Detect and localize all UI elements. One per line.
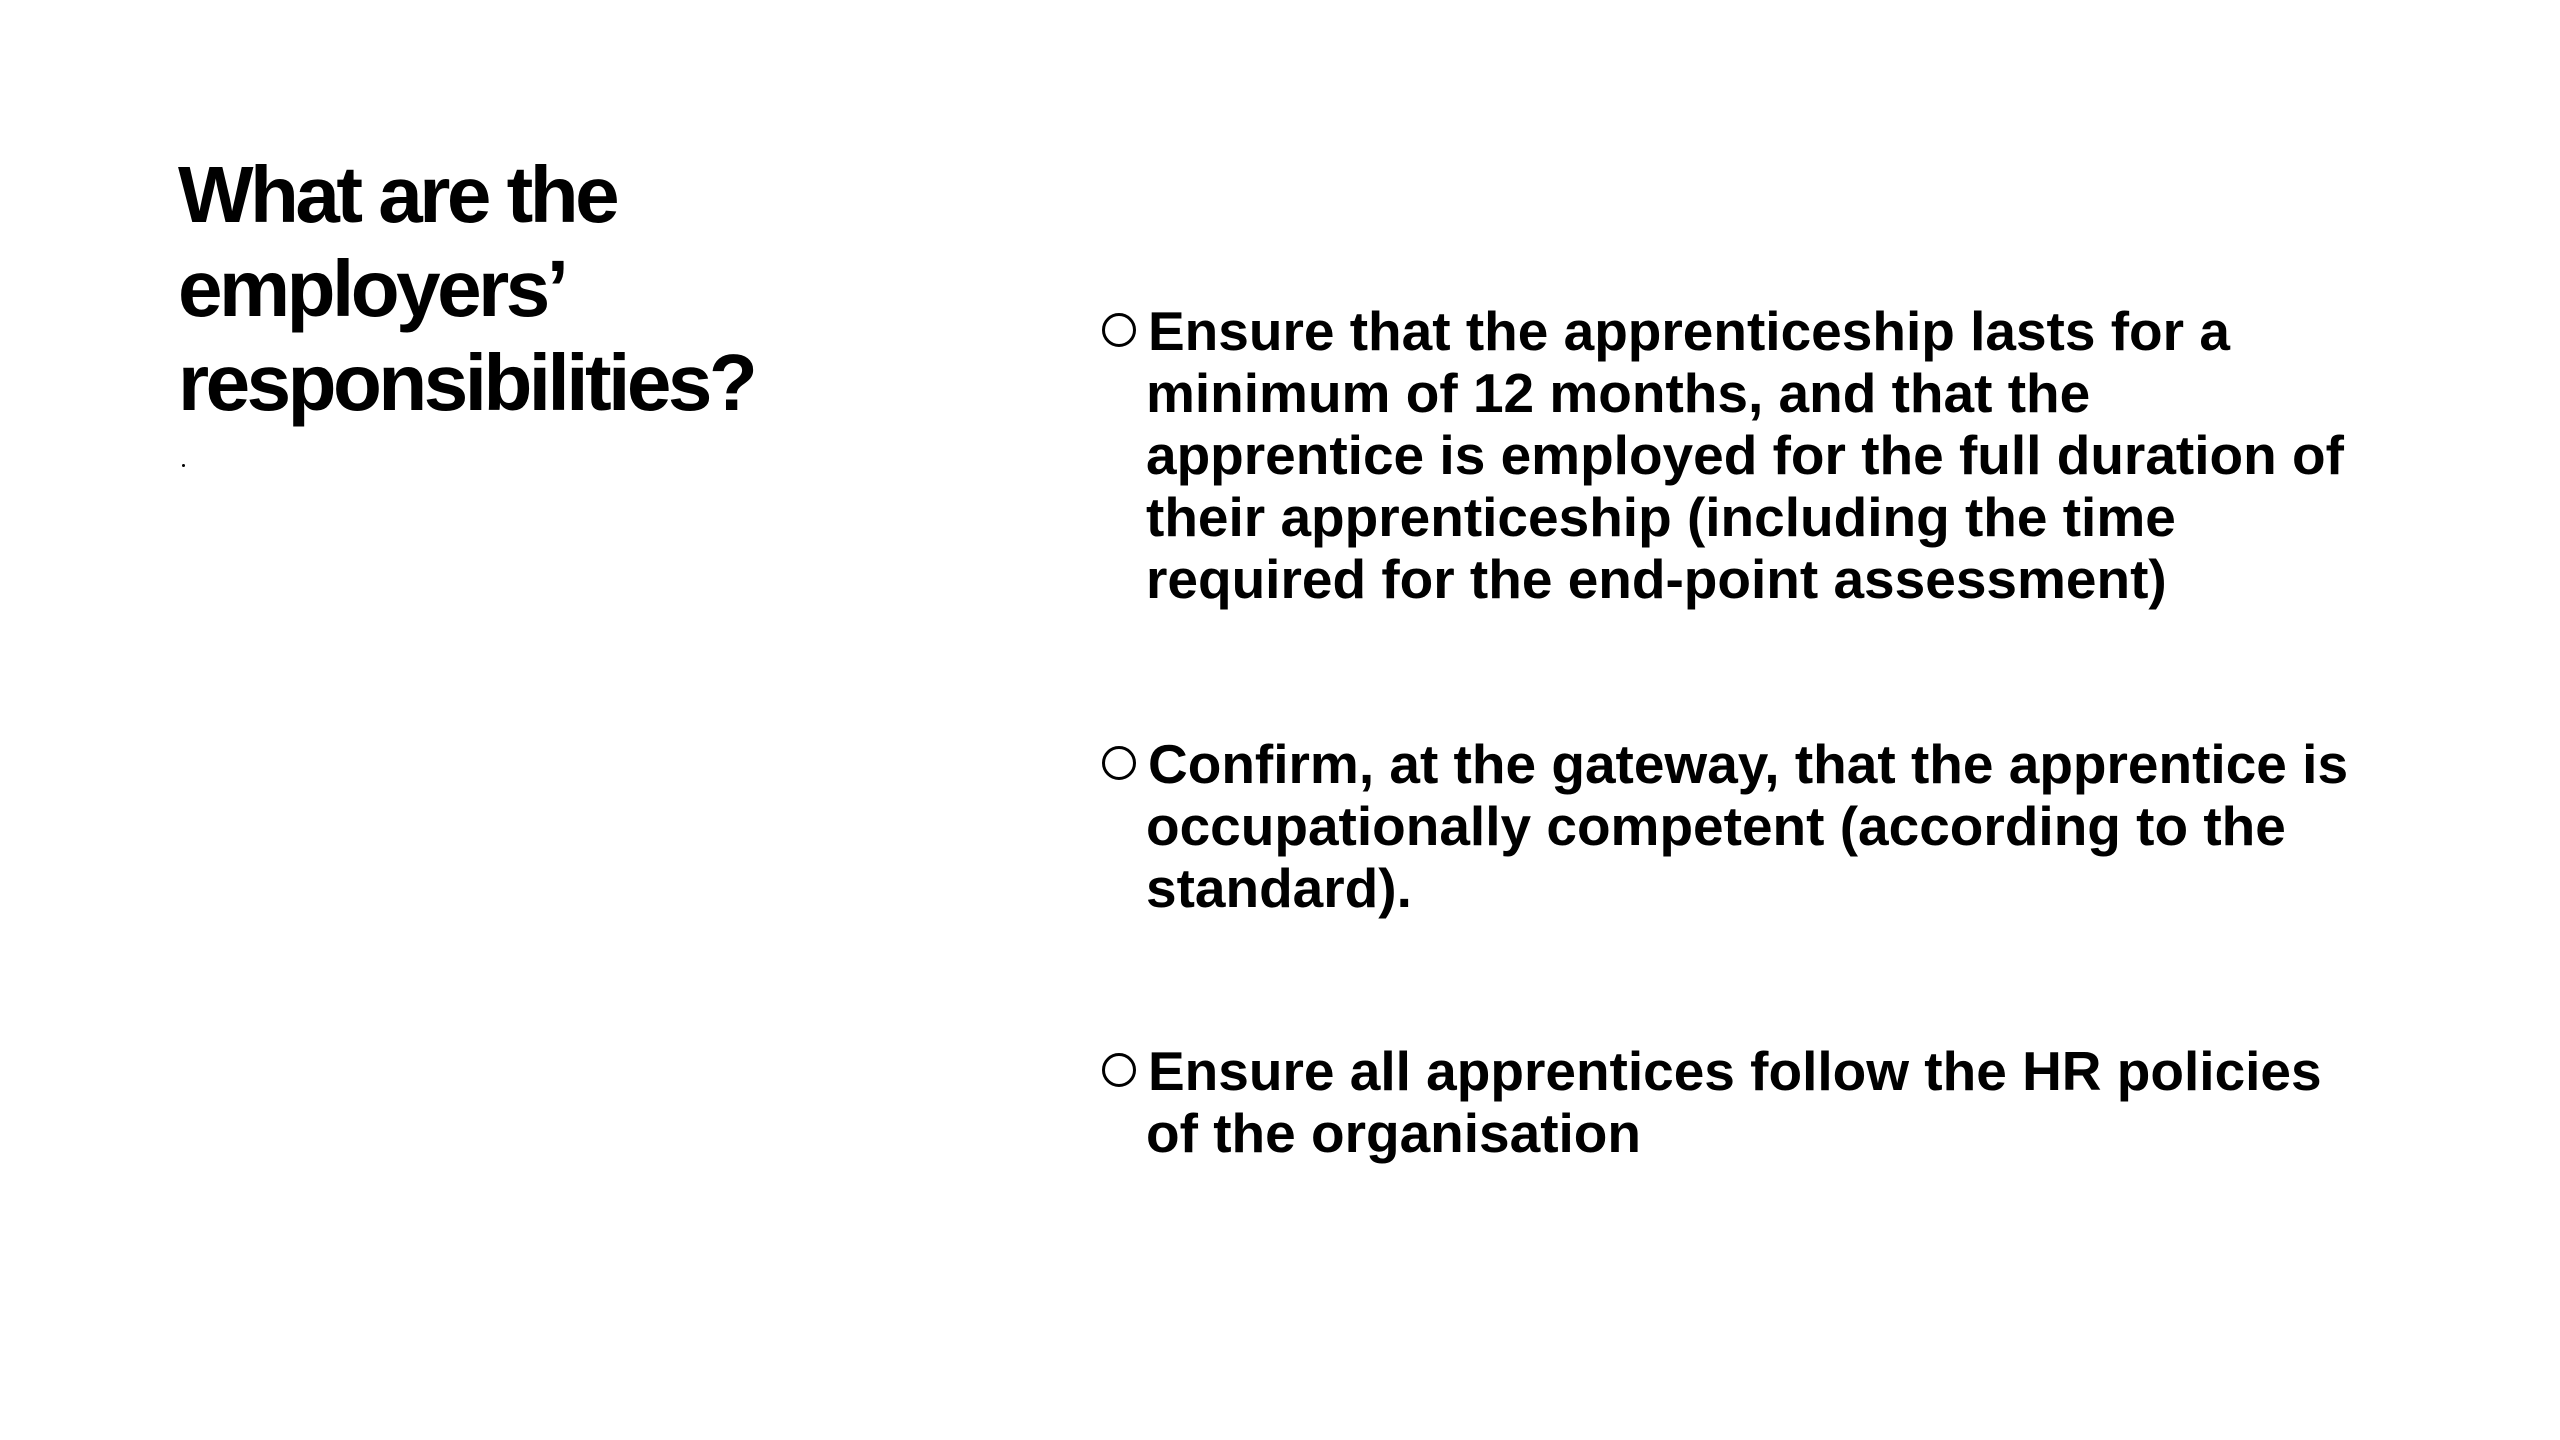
bullet-text-line: apprentice is employed for the full duration of <box>1146 424 2344 486</box>
slide-title <box>178 148 878 430</box>
hollow-circle-icon <box>1102 313 1136 347</box>
bullet-text-line: Ensure that the apprenticeship lasts for a <box>1148 300 2230 362</box>
hollow-circle-icon <box>1102 1053 1136 1087</box>
bullet-text-line: Confirm, at the gateway, that the apprentice is <box>1148 733 2349 795</box>
title-subtext-dot <box>182 464 185 467</box>
bullet-text-line: their apprenticeship (including the time <box>1146 486 2176 548</box>
slide-title-line: What are the <box>178 150 617 239</box>
bullet-text-line: minimum of 12 months, and that the <box>1146 362 2091 424</box>
slide-title-line: responsibilities? <box>178 338 755 427</box>
bullet-text-line: standard). <box>1146 857 1412 919</box>
bullet-text-line: occupationally competent (according to the <box>1146 795 2286 857</box>
hollow-circle-icon <box>1102 746 1136 780</box>
slide-title-line: employers’ <box>178 244 566 333</box>
bullet-text-line: required for the end-point assessment) <box>1146 548 2167 610</box>
bullet-text-line: of the organisation <box>1146 1102 1641 1164</box>
bullet-text-line: Ensure all apprentices follow the HR policies <box>1148 1040 2322 1102</box>
